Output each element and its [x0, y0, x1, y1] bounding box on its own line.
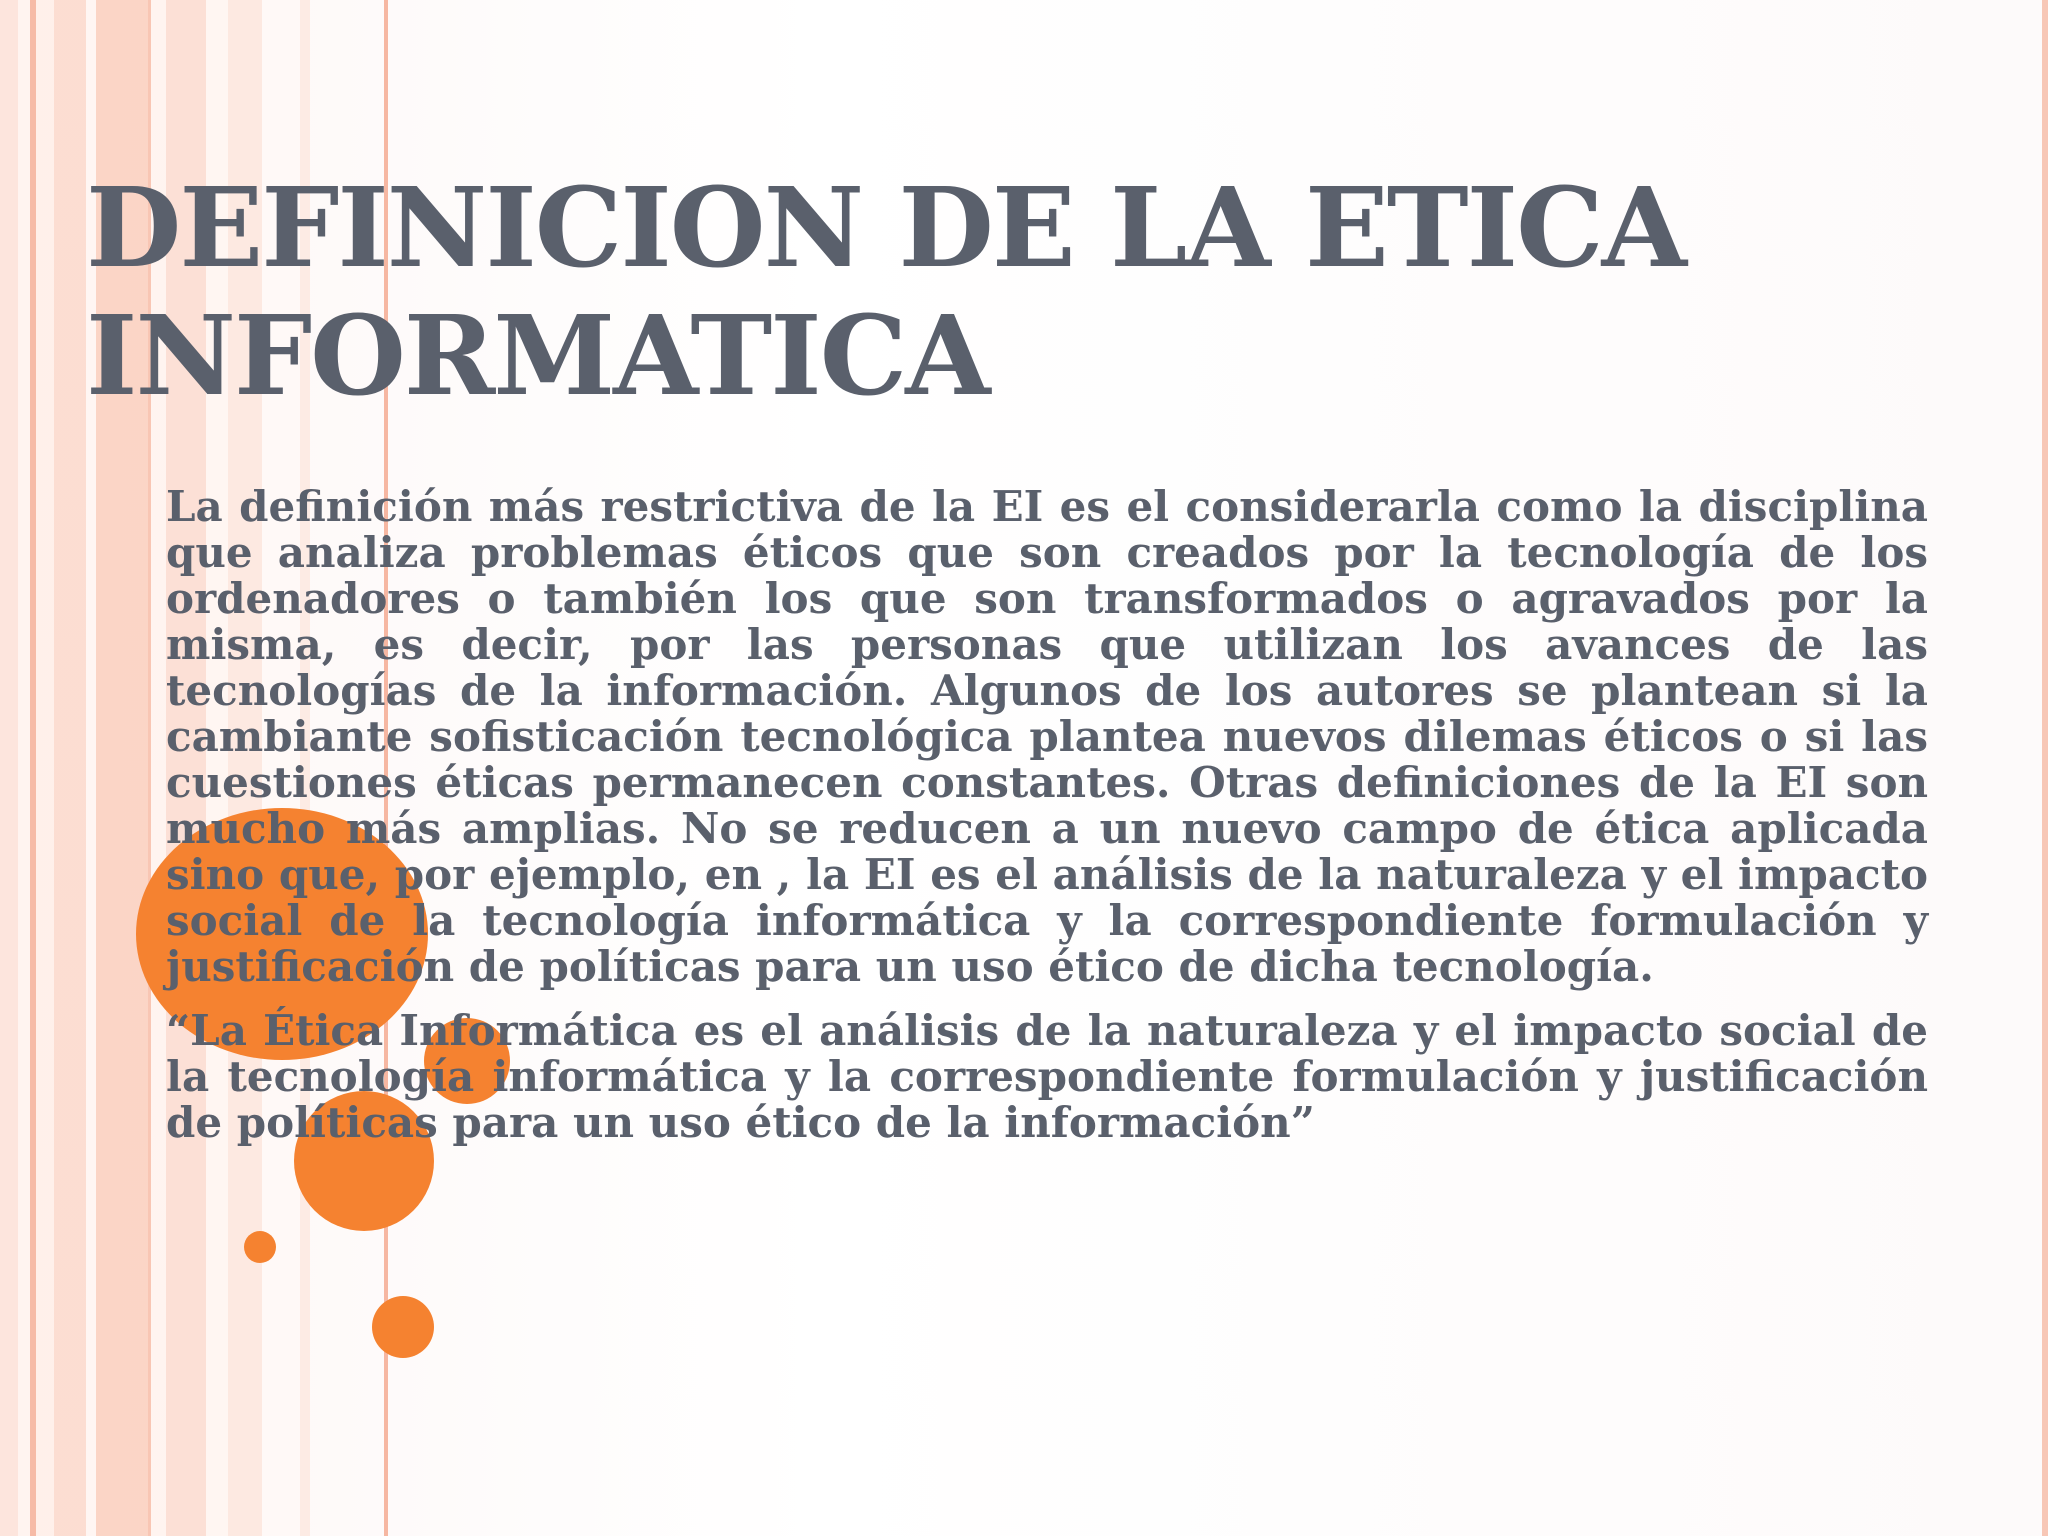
- slide-title-line-2: INFORMATICA: [86, 291, 989, 420]
- quote-paragraph: “La Ética Informática es el análisis de la naturaleza y el impacto social de la tecnología informática y la correspondiente formulación y justificación de políticas para un uso ético de la información”: [166, 1006, 1928, 1147]
- decorative-circle-small: [372, 1296, 434, 1358]
- decorative-circle-tiny: [244, 1231, 276, 1263]
- slide-body: [166, 484, 1928, 1164]
- decorative-stripe-right-edge: [2042, 0, 2048, 1536]
- slide-title: [86, 164, 1986, 420]
- definition-paragraph: La definición más restrictiva de la EI es el considerarla como la disciplina que analiza problemas éticos que son creados por la tecnología de los ordenadores o también los que son transformados o agravados por la misma, es decir, por las personas que utilizan los avances de las tecnologías de la información. Algunos de los autores se plantean si la cambiante sofisticación tecnológica plantea nuevos dilemas éticos o si las cuestiones éticas permanecen constantes. Otras definiciones de la EI son mucho más amplias. No se reducen a un nuevo campo de ética aplicada sino que, por ejemplo, en , la EI es el análisis de la naturaleza y el impacto social de la tecnología informática y la correspondiente formulación y justificación de políticas para un uso ético de dicha tecnología.: [166, 482, 1928, 991]
- slide-title-line-1: DEFINICION DE LA ETICA: [86, 163, 1686, 292]
- decorative-stripe-line: [30, 0, 36, 1536]
